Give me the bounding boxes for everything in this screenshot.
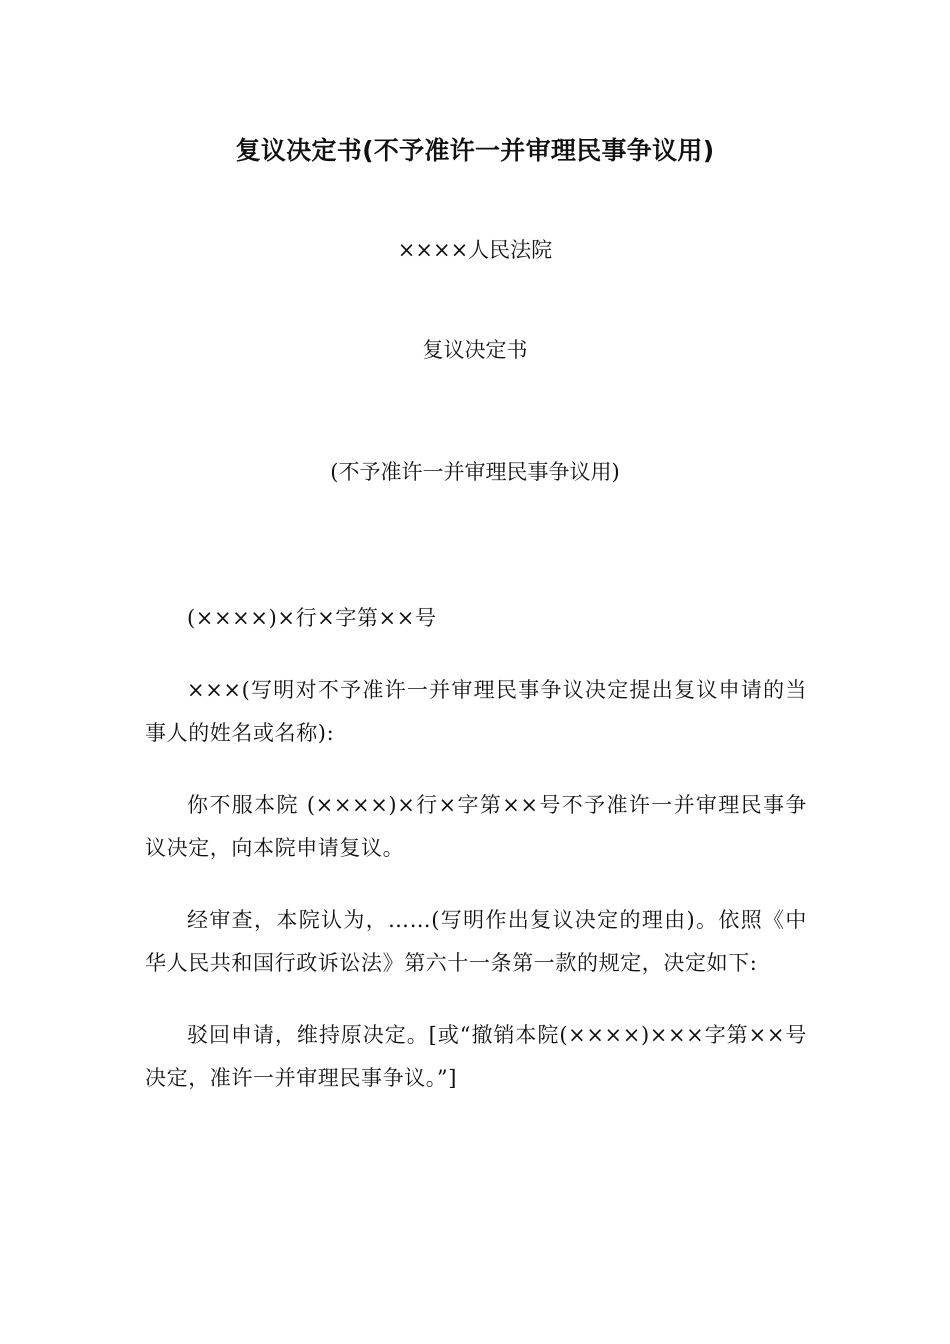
paragraph-application: 你不服本院 (××××)×行×字第××号不予准许一并审理民事争议决定，向本院申请复议。 — [145, 793, 807, 860]
document-title: 复议决定书(不予准许一并审理民事争议用) — [235, 136, 715, 165]
document-kind: 复议决定书 — [422, 338, 528, 362]
paragraph-addressee: ×××(写明对不予准许一并审理民事争议决定提出复议申请的当事人的姓名或名称): — [145, 678, 807, 745]
paragraph-reasoning: 经审查，本院认为，……(写明作出复议决定的理由)。依照《中华人民共和国行政诉讼法》第六十一条第一款的规定，决定如下: — [145, 908, 807, 975]
document-body — [145, 597, 807, 1128]
paragraph-decision: 驳回申请，维持原决定。[或“撤销本院(××××)×××字第××号决定，准许一并审理民事争议。”] — [145, 1023, 807, 1090]
document-subtitle: (不予准许一并审理民事争议用) — [330, 460, 620, 484]
court-name: ××××人民法院 — [397, 238, 553, 262]
case-number: (××××)×行×字第××号 — [187, 606, 437, 630]
